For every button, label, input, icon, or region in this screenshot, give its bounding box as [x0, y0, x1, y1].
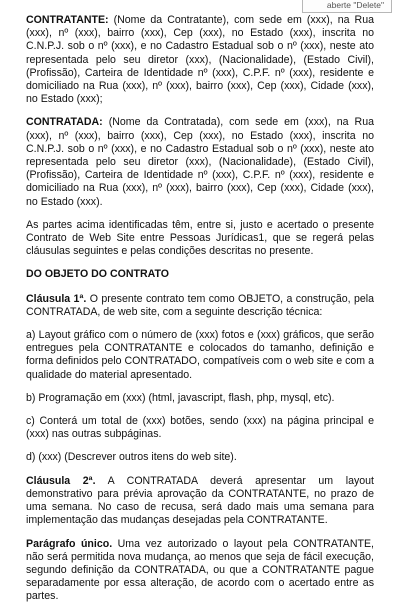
contratante-paragraph [26, 14, 374, 106]
delete-tooltip: aberte "Delete" [302, 0, 392, 13]
clause-2-label: Cláusula 2ª. [26, 474, 96, 487]
item-b: b) Programação em (xxx) (html, javascript, flash, php, mysql, etc). [26, 391, 335, 404]
paragrafo-unico [26, 538, 374, 604]
contratante-label: CONTRATANTE: [26, 14, 109, 26]
contract-document [26, 14, 374, 614]
item-d: d) (xxx) (Descrever outros itens do web site). [26, 451, 237, 464]
intro-paragraph: As partes acima identificadas têm, entre si, justo e acertado o presente Contrato de Web Site entre Pessoas Jurídicas1, que se regerá pelas cláusulas seguintes e pelas condições descritas no presente. [26, 218, 374, 258]
clause-1 [26, 293, 374, 319]
clause-1-text: O presente contrato tem como OBJETO, a construção, pela CONTRATADA, de web site, com a seguinte descrição técnica: [26, 292, 374, 318]
item-c: c) Conterá um total de (xxx) botões, sendo (xxx) na página principal e (xxx) nas outras subpáginas. [26, 415, 374, 441]
clause-2-text: A CONTRATADA deverá apresentar um layout demonstrativo para prévia aprovação da CONTRATANTE, no prazo de uma semana. No caso de recusa, será dado mais uma semana para implementação das mudanças desejadas pela CONTRATANTE. [26, 474, 374, 527]
clause-2 [26, 475, 374, 528]
item-a: a) Layout gráfico com o número de (xxx) fotos e (xxx) gráficos, que serão entregues pela CONTRATANTE e colocados do tamanho, definição e forma definidos pelo CONTRATADO, compatíveis com o web site e com a qualidade do material apresentado. [26, 329, 374, 381]
contratante-text: (Nome da Contratante), com sede em (xxx), na Rua (xxx), nº (xxx), bairro (xxx), Cep (xxx), no Estado (xxx), inscrita no C.N.P.J. sob o nº (xxx), e no Cadastro Estadual sob o nº (xxx), neste ato representada pelo seu diretor (xxx), (Nacionalidade), (Estado Civil), (Profissão), Carteira de Identidade nº (xxx), C.P.F. nº (xxx), residente e domiciliado na Rua (xxx), nº (xxx), bairro (xxx), Cep (xxx), Cidade (xxx), no Estado (xxx); [26, 14, 374, 106]
paragrafo-unico-text: Uma vez autorizado o layout pela CONTRATANTE, não será permitida nova mudança, ao menos que seja de fácil execução, segundo definição da CONTRATADA, ou que a CONTRATANTE pague separadamente por essa alteração, de acordo com o acertado entre as partes. [26, 537, 374, 603]
section-title: DO OBJETO DO CONTRATO [26, 268, 170, 281]
contratada-text: (Nome da Contratada), com sede em (xxx), na Rua (xxx), nº (xxx), bairro (xxx), Cep (xxx), no Estado (xxx), inscrita no C.N.P.J. sob o nº (xxx), e no Cadastro Estadual sob o nº (xxx), neste ato representada pelo seu diretor (xxx), (Nacionalidade), (Estado Civil), (Profissão), Carteira de Identidade nº (xxx), C.P.F. nº (xxx), residente e domiciliado na Rua (xxx), nº (xxx), bairro (xxx), Cep (xxx), Cidade (xxx), no Estado (xxx). [26, 116, 374, 208]
paragrafo-unico-label: Parágrafo único. [26, 537, 113, 550]
contratada-paragraph [26, 116, 374, 208]
contratada-label: CONTRATADA: [26, 116, 103, 129]
clause-1-label: Cláusula 1ª. [26, 292, 87, 305]
